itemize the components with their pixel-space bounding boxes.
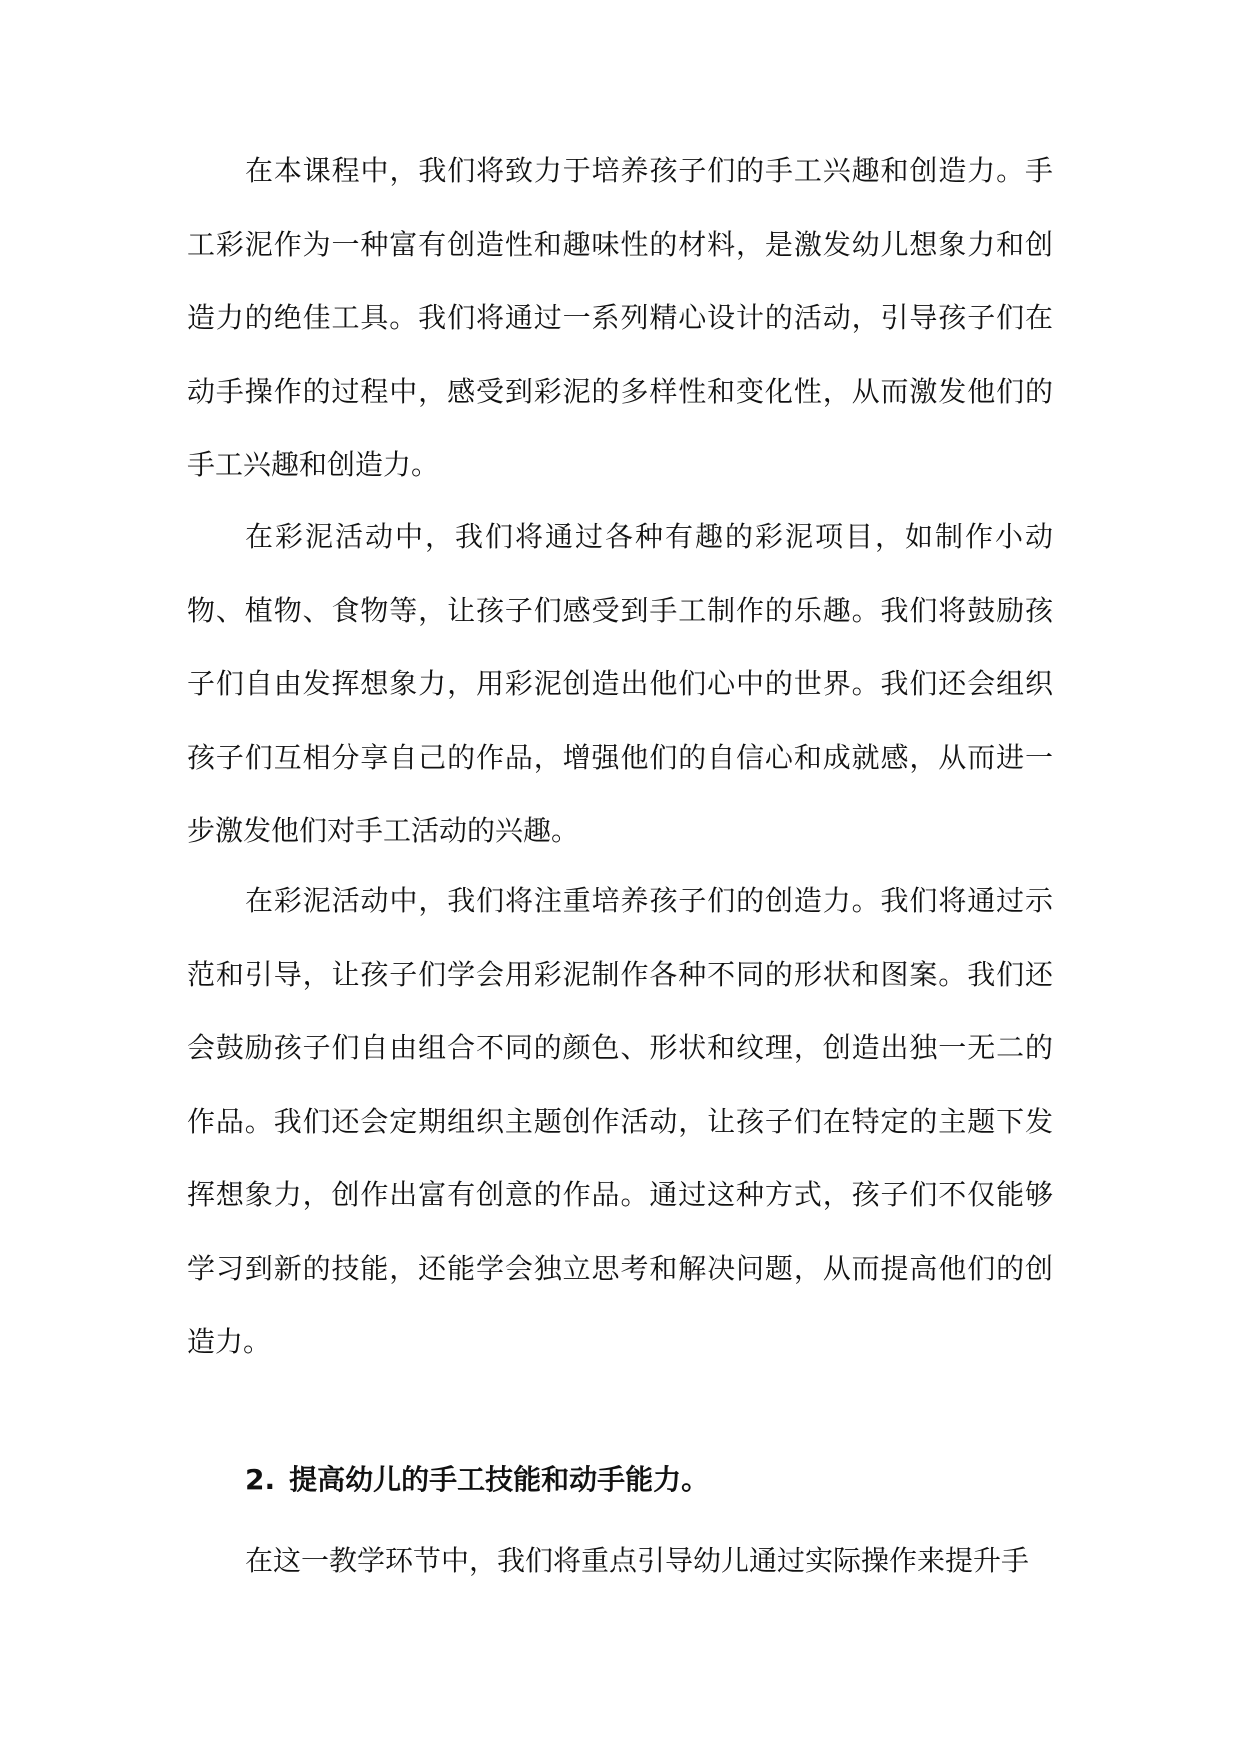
body-paragraph: 在本课程中，我们将致力于培养孩子们的手工兴趣和创造力。手工彩泥作为一种富有创造性和趣味性的材料，是激发幼儿想象力和创造力的绝佳工具。我们将通过一系列精心设计的活动，引导孩子们在动手操作的过程中，感受到彩泥的多样性和变化性，从而激发他们的手工兴趣和创造力。	[187, 154, 1053, 481]
body-paragraph: 在这一教学环节中，我们将重点引导幼儿通过实际操作来提升手	[245, 1544, 1030, 1577]
section-heading	[245, 1452, 709, 1508]
body-paragraph: 在彩泥活动中，我们将通过各种有趣的彩泥项目，如制作小动物、植物、食物等，让孩子们感受到手工制作的乐趣。我们将鼓励孩子们自由发挥想象力，用彩泥创造出他们心中的世界。我们还会组织孩子们互相分享自己的作品，增强他们的自信心和成就感，从而进一步激发他们对手工活动的兴趣。	[187, 520, 1053, 847]
body-paragraph: 在彩泥活动中，我们将注重培养孩子们的创造力。我们将通过示范和引导，让孩子们学会用彩泥制作各种不同的形状和图案。我们还会鼓励孩子们自由组合不同的颜色、形状和纹理，创造出独一无二的作品。我们还会定期组织主题创作活动，让孩子们在特定的主题下发挥想象力，创作出富有创意的作品。通过这种方式，孩子们不仅能够学习到新的技能，还能学会独立思考和解决问题，从而提高他们的创造力。	[187, 884, 1053, 1358]
section-number: 2.	[245, 1463, 276, 1496]
section-title: 提高幼儿的手工技能和动手能力。	[289, 1463, 710, 1496]
